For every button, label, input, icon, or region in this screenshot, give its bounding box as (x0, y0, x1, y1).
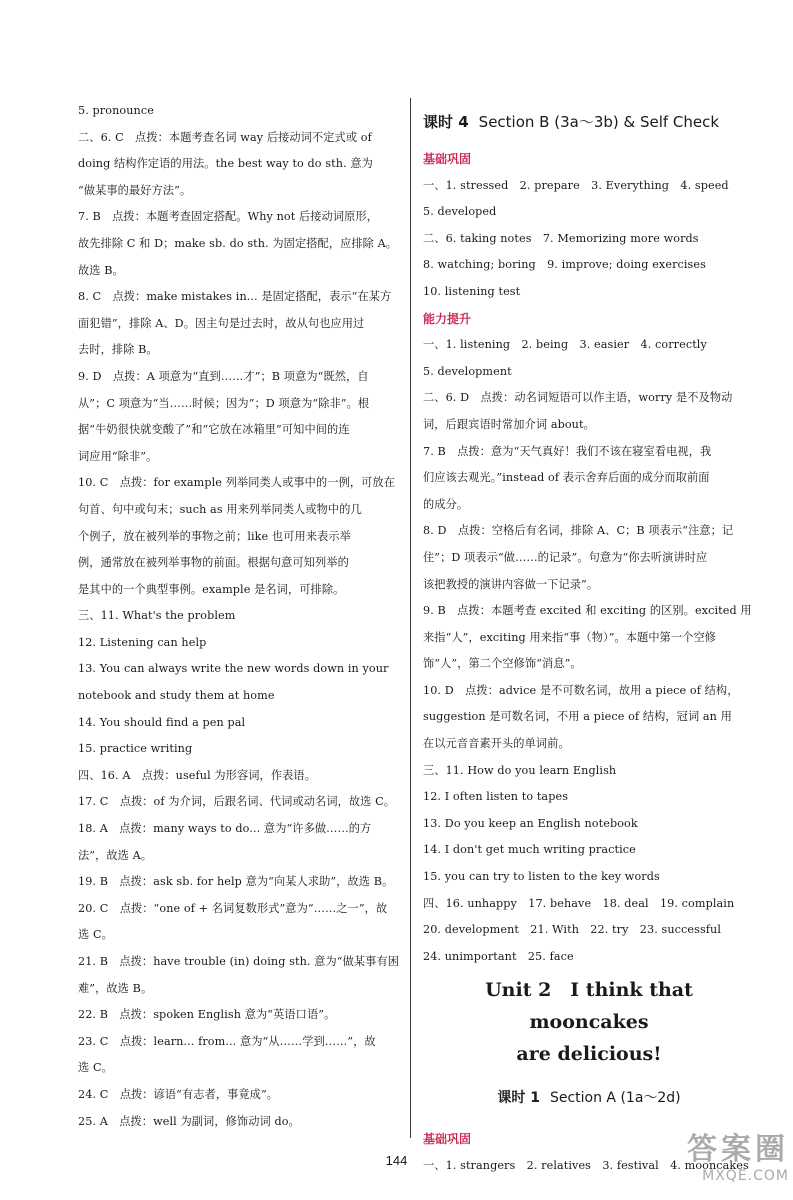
answer-line: 15. you can try to listen to the key words (423, 870, 660, 884)
answer-line: 词应用“除非”。 (78, 449, 158, 463)
answer-line: 8. C 点拨：make mistakes in... 是固定搭配，表示“在某方 (78, 290, 392, 304)
answer-line: 二、6. D 点拨：动名词短语可以作主语，worry 是不及物动 (423, 391, 733, 405)
answer-line: 25. A 点拨：well 为副词，修饰动词 do。 (78, 1114, 300, 1128)
answer-line: 住”；D 项表示“做……的记录”。句意为“你去听演讲时应 (423, 550, 708, 564)
answer-line: 13. You can always write the new words down in your (78, 662, 389, 676)
lesson-4-title (423, 98, 755, 146)
watermark-logo (619, 1124, 789, 1194)
answer-line: 在以元音音素开头的单词前。 (423, 737, 570, 751)
answer-line: 24. C 点拨：谚语“有志者，事竟成”。 (78, 1087, 279, 1101)
answer-line: 选 C。 (78, 928, 113, 942)
answer-line: 去时，排除 B。 (78, 343, 158, 357)
answer-line: 饰“人”，第二个空修饰“消息”。 (423, 657, 582, 671)
answer-line: 的成分。 (423, 497, 469, 511)
unit-title-line-1: Unit 2 I think that mooncakes (485, 979, 693, 1034)
answer-line: 个例子，放在被列举的事物之前；like 也可用来表示举 (78, 529, 351, 543)
answer-line: 12. I often listen to tapes (423, 790, 569, 804)
answer-line: 9. B 点拨：本题考查 excited 和 exciting 的区别。excited 用 (423, 604, 752, 618)
watermark-top-text: 答案圈 (687, 1132, 789, 1167)
answer-line: 5. pronounce (78, 104, 154, 117)
answer-line: 该把教授的演讲内容做一下记录”。 (423, 577, 599, 591)
answer-line: 10. listening test (423, 284, 521, 298)
basic-answers (423, 173, 755, 306)
answer-line: 12. Listening can help (78, 635, 207, 649)
answer-line: 一、1. listening 2. being 3. easier 4. correctly (423, 338, 707, 352)
lesson-4-label: 课时 4 (423, 113, 469, 131)
answer-line: 8. D 点拨：空格后有名词，排除 A、C；B 项表示“注意；记 (423, 524, 734, 538)
answer-line: 14. I don't get much writing practice (423, 843, 636, 857)
answer-line: 二、6. taking notes 7. Memorizing more words (423, 231, 699, 245)
answer-line: 22. B 点拨：spoken English 意为“英语口语”。 (78, 1008, 336, 1022)
answer-line: “做某事的最好方法”。 (78, 183, 192, 197)
watermark-bottom-text: MXQE.COM (702, 1168, 789, 1184)
answer-line: 词，后跟宾语时常加介词 about。 (423, 417, 595, 431)
answer-line: 来指“人”，exciting 用来指“事（物）”。本题中第一个空修 (423, 630, 717, 644)
answer-line: 24. unimportant 25. face (423, 949, 574, 963)
answer-line: 故选 B。 (78, 263, 124, 277)
answer-line: 面犯错”，排除 A、D。因主句是过去时，故从句也应用过 (78, 316, 365, 330)
answer-line: suggestion 是可数名词，不用 a piece of 结构，冠词 an 用 (423, 710, 732, 724)
answer-line: 14. You should find a pen pal (78, 715, 246, 729)
page-number: 144 (385, 1153, 408, 1168)
ability-answers (423, 332, 755, 970)
answer-line: 二、6. C 点拨：本题考查名词 way 后接动词不定式或 of (78, 130, 372, 144)
answer-line: 7. B 点拨：意为“天气真好！我们不该在寝室看电视，我 (423, 444, 712, 458)
lesson-1-label: 课时 1 (497, 1090, 540, 1107)
ability-section-heading: 能力提升 (423, 311, 472, 326)
basic-section-heading: 基础巩固 (423, 152, 472, 166)
answer-line: 四、16. A 点拨：useful 为形容词，作表语。 (78, 768, 316, 782)
answer-line: 句首、句中或句末；such as 用来列举同类人或物中的几 (78, 502, 362, 516)
answer-line: 们应该去观光。”instead of 表示舍弃后面的成分而取前面 (423, 471, 710, 485)
answer-line: 是其中的一个典型事例。example 是名词，可排除。 (78, 582, 345, 596)
lesson-1-title (423, 1070, 755, 1126)
answer-line: 10. C 点拨：for example 列举同类人或事中的一例，可放在 (78, 476, 395, 490)
answer-line: 故先排除 C 和 D；make sb. do sth. 为固定搭配，应排除 A。 (78, 236, 398, 250)
basic-section-heading-2: 基础巩固 (423, 1132, 472, 1147)
answer-line: 例，通常放在被列举事物的前面。根据句意可知列举的 (78, 556, 349, 570)
answer-line: doing 结构作定语的用法。the best way to do sth. 意为 (78, 157, 373, 171)
answer-line: 三、11. What's the problem (78, 609, 236, 623)
answer-line: 20. C 点拨：“one of + 名词复数形式”意为“……之一”，故 (78, 901, 388, 915)
unit-title (423, 974, 755, 1070)
answer-line: 选 C。 (78, 1061, 113, 1075)
answer-line: 法”，故选 A。 (78, 848, 153, 862)
answer-line: 一、1. strangers 2. relatives 3. festival 4. mooncakes (423, 1159, 749, 1172)
answer-line: 8. watching; boring 9. improve; doing exercises (423, 258, 706, 272)
answer-line: 5. developed (423, 205, 497, 219)
answer-line: 据“牛奶很快就变酸了”和“它放在冰箱里”可知中间的连 (78, 423, 350, 437)
answer-line: 9. D 点拨：A 项意为“直到……才”；B 项意为“既然，自 (78, 369, 369, 383)
lesson-1-section: Section A (1a～2d) (549, 1090, 681, 1107)
answer-line: 10. D 点拨：advice 是不可数名词，故用 a piece of 结构， (423, 683, 739, 697)
unit-title-line-2: are delicious! (516, 1043, 662, 1066)
answer-line: 17. C 点拨：of 为介词，后跟名词、代词或动名词，故选 C。 (78, 795, 396, 809)
left-column (78, 98, 400, 1135)
column-divider (410, 98, 411, 1138)
answer-line: 三、11. How do you learn English (423, 763, 617, 777)
right-column (423, 98, 755, 1180)
answer-line: 13. Do you keep an English notebook (423, 816, 638, 830)
lesson-4-section: Section B (3a～3b) & Self Check (478, 113, 720, 131)
answer-line: 18. A 点拨：many ways to do... 意为“许多做……的方 (78, 822, 372, 836)
answer-line: 19. B 点拨：ask sb. for help 意为“向某人求助”，故选 B。 (78, 875, 394, 889)
answer-line: 7. B 点拨：本题考查固定搭配。Why not 后接动词原形， (78, 210, 378, 224)
answer-line: notebook and study them at home (78, 689, 275, 703)
answer-line: 5. development (423, 364, 512, 378)
answer-line: 难”，故选 B。 (78, 981, 153, 995)
answer-line: 从”；C 项意为“当……时候；因为”；D 项意为“除非”。根 (78, 396, 370, 410)
answer-line: 21. B 点拨：have trouble (in) doing sth. 意为“做某事有困 (78, 955, 400, 968)
answer-line: 一、1. stressed 2. prepare 3. Everything 4. speed (423, 178, 729, 192)
answer-line: 23. C 点拨：learn... from... 意为“从……学到……”，故 (78, 1034, 376, 1048)
answer-line: 20. development 21. With 22. try 23. successful (423, 923, 722, 937)
answer-line: 15. practice writing (78, 742, 193, 756)
answer-line: 四、16. unhappy 17. behave 18. deal 19. complain (423, 896, 735, 910)
